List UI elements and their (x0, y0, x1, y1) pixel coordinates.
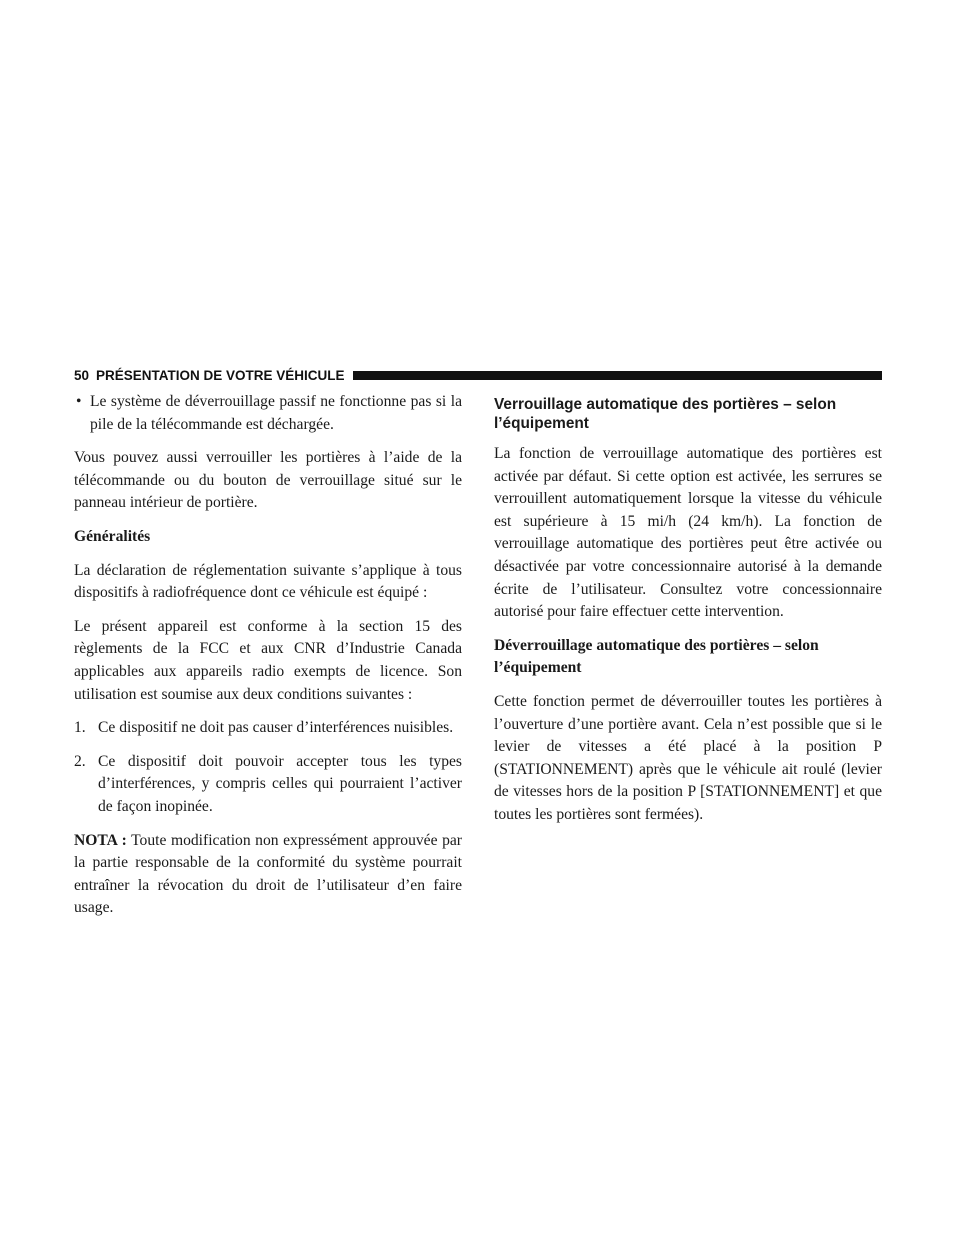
paragraph-regulation: La déclaration de réglementation suivante s’applique à tous dispositifs à radiofréquence dont ce véhicule est équipé : (74, 561, 462, 602)
header-rule (353, 371, 882, 380)
bullet-text: Le système de déverrouillage passif ne fonctionne pas si la pile de la télécommande est déchargée. (90, 393, 462, 433)
bullet-item (74, 391, 462, 436)
paragraph-auto-lock: La fonction de verrouillage automatique des portières est activée par défaut. Si cette option est activée, les serrures se verrouillent automatiquement lorsque la vitesse du véhicule est supérieure à 15 mi/h (24 km/h). La fonction de verrouillage automatique des portières peut être activée ou désactivée par votre concessionnaire autorisé à la demande écrite de l’utilisateur. Consultez votre concessionnaire autorisé pour faire effectuer cette intervention. (494, 445, 882, 621)
item-text: Ce dispositif doit pouvoir accepter tous les types d’interférences, y compris celles qui pourraient l’activer de façon inopinée. (98, 752, 462, 815)
heading-generalites: Généralités (74, 527, 151, 545)
heading-auto-lock: Verrouillage automatique des portières – selon l’équipement (494, 396, 837, 432)
nota-text: Toute modification non expressément approuvée par la partie responsable de la conformité du système pourrait entraîner la révocation du droit de l’utilisateur d’en faire usage. (74, 831, 462, 917)
item-number: 1. (74, 719, 86, 737)
left-column (74, 391, 462, 931)
item-number: 2. (74, 752, 86, 770)
nota-paragraph (74, 830, 462, 920)
paragraph-fcc: Le présent appareil est conforme à la section 15 des règlements de la FCC et aux CNR d’Industrie Canada applicables aux appareils radio exempts de licence. Son utilisation est soumise aux deux conditions suivantes : (74, 617, 462, 703)
nota-label: NOTA : (74, 831, 127, 849)
bullet-mark: • (76, 393, 82, 410)
paragraph-auto-unlock: Cette fonction permet de déverrouiller toutes les portières à l’ouverture d’une portière avant. Cela n’est possible que si le levier de vitesses a été placé à la position P (STATIONNEMENT) après que le véhicule ait roulé (levier de vitesses hors de la position P [STATIONNEMENT] et que toutes les portières sont fermées). (494, 692, 882, 823)
right-column (494, 391, 882, 838)
numbered-item-2 (74, 751, 462, 819)
page-header (74, 366, 882, 384)
section-title: PRÉSENTATION DE VOTRE VÉHICULE (96, 367, 345, 383)
heading-auto-unlock: Déverrouillage automatique des portières – selon l’équipement (494, 636, 819, 677)
item-text: Ce dispositif ne doit pas causer d’interférences nuisibles. (98, 719, 454, 737)
numbered-item-1 (74, 717, 462, 740)
page-number: 50 (74, 367, 90, 383)
paragraph-lock-remote: Vous pouvez aussi verrouiller les portières à l’aide de la télécommande ou du bouton de verrouillage situé sur le panneau intérieur de portière. (74, 449, 462, 512)
